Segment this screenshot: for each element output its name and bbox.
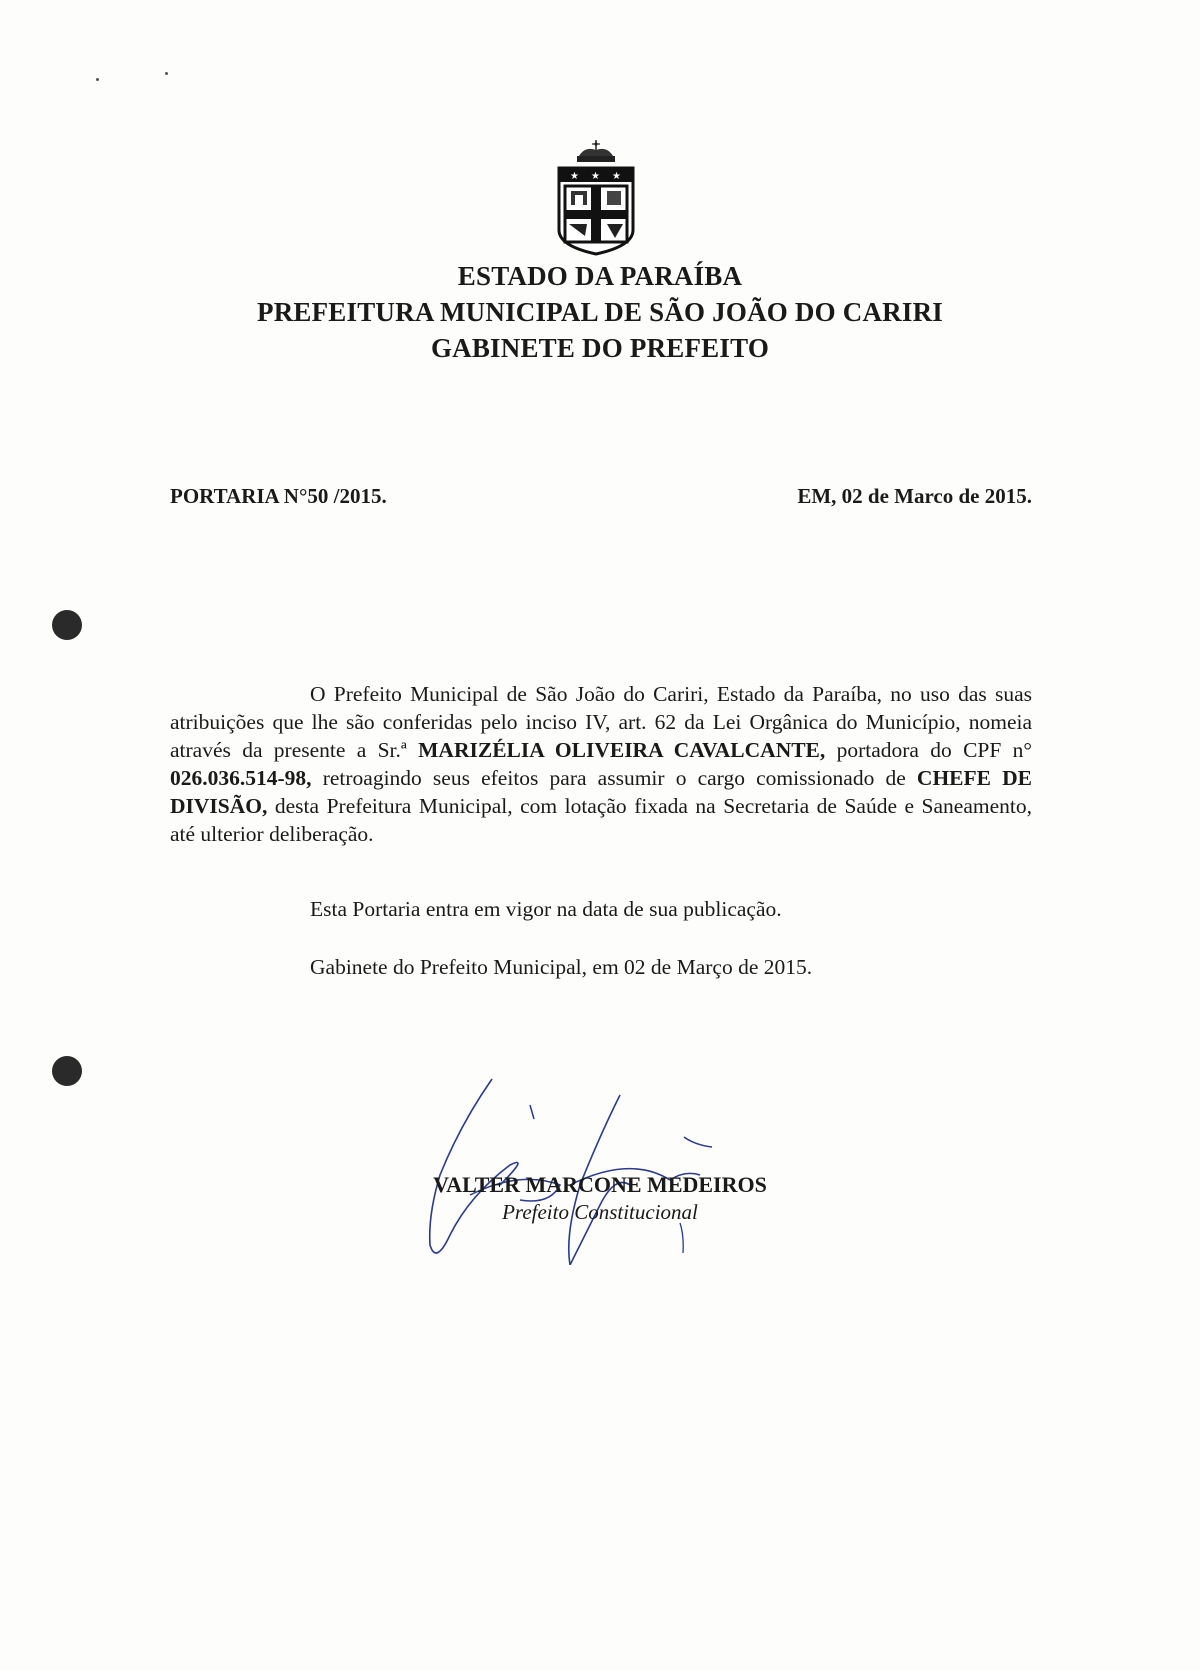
main-paragraph: [170, 680, 1032, 848]
closing-text: desta Prefeitura Municipal, com lotação fixada na Secretaria de Saúde e Saneamento, até ulterior deliberação.: [170, 794, 1032, 846]
portaria-date: EM, 02 de Marco de 2015.: [797, 484, 1032, 508]
office-name: GABINETE DO PREFEITO: [430, 333, 770, 363]
handwritten-signature: [400, 1075, 760, 1265]
scan-speck: [96, 78, 99, 81]
state-name: ESTADO DA PARAÍBA: [457, 261, 743, 291]
coat-of-arms-icon: [555, 138, 637, 256]
svg-text:★: ★: [612, 171, 621, 182]
signer-name: VALTER MARCONE MEDEIROS: [433, 1172, 767, 1197]
portaria-number: PORTARIA N°50 /2015.: [170, 484, 387, 508]
intro-text: O Prefeito Municipal de São João do Cariri, Estado da Paraíba, no uso das suas atribuições que lhe são conferidas pelo inciso IV, art. 62 da Lei Orgânica do Município, nomeia através da presente a Sr.ª: [170, 682, 1032, 762]
svg-text:★: ★: [591, 171, 600, 182]
municipality-name: PREFEITURA MUNICIPAL DE SÃO JOÃO DO CARIRI: [257, 297, 943, 327]
scan-speck: [165, 72, 168, 75]
signer-title: Prefeito Constitucional: [502, 1200, 698, 1224]
punch-hole: [52, 610, 82, 640]
effective-date-paragraph: Esta Portaria entra em vigor na data de sua publicação.: [310, 897, 782, 921]
appointee-name: MARIZÉLIA OLIVEIRA CAVALCANTE,: [418, 738, 826, 762]
cpf-label: portadora do CPF n°: [836, 738, 1033, 762]
role-name: CHEFE DE DIVISÃO,: [170, 766, 1032, 818]
mid-text: retroagindo seus efeitos para assumir o cargo comissionado de: [322, 766, 906, 790]
cpf-number: 026.036.514-98,: [170, 766, 312, 790]
office-date-paragraph: Gabinete do Prefeito Municipal, em 02 de Março de 2015.: [310, 955, 813, 979]
document-header: [0, 258, 1200, 366]
punch-hole: [52, 1056, 82, 1086]
svg-text:★: ★: [570, 171, 579, 182]
